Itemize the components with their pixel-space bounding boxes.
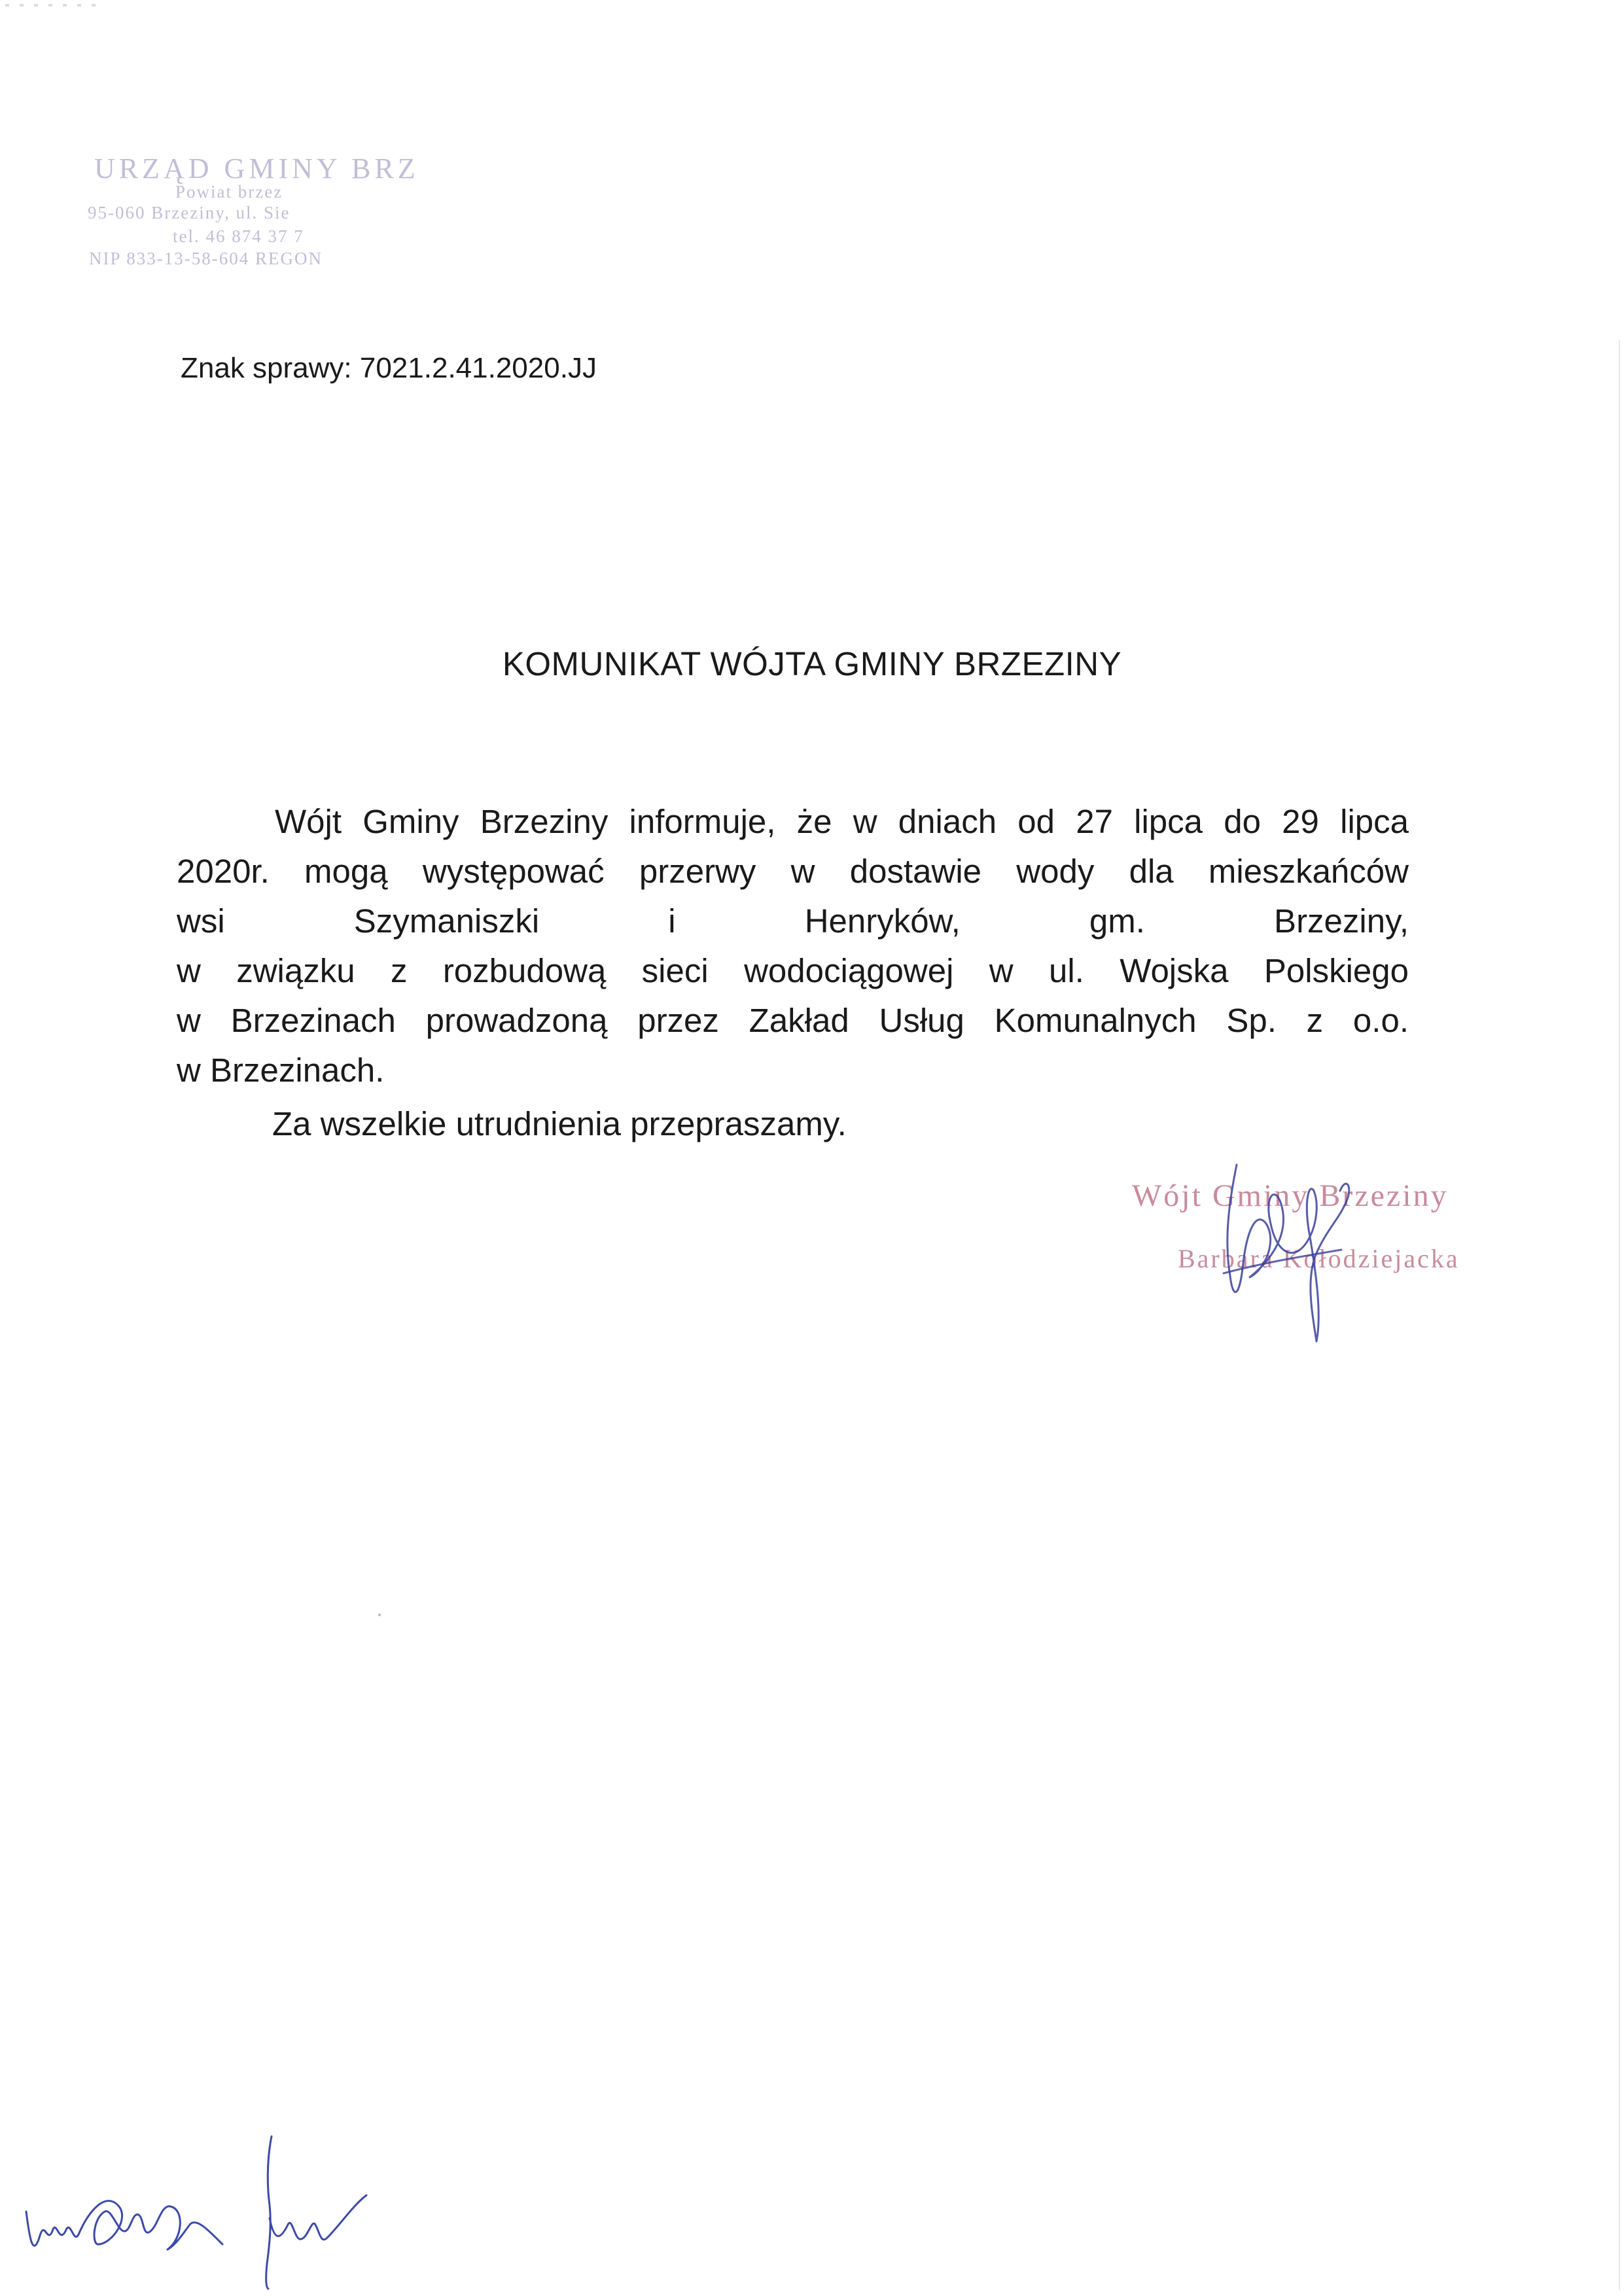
office-stamp xyxy=(86,143,427,280)
office-stamp-line: URZĄD GMINY BRZ xyxy=(94,152,419,185)
scan-speck xyxy=(378,1614,381,1616)
announcement-paragraph xyxy=(177,797,1409,1095)
office-stamp-line: 95-060 Brzeziny, ul. Sie xyxy=(88,203,291,222)
handwritten-signature xyxy=(1125,1158,1466,1354)
closing-sentence: Za wszelkie utrudnienia przepraszamy. xyxy=(272,1105,847,1142)
signature-stamp-name: Barbara Kołodziejacka xyxy=(1178,1244,1460,1273)
document-title: KOMUNIKAT WÓJTA GMINY BRZEZINY xyxy=(502,645,1122,682)
scan-artifact xyxy=(5,4,97,7)
office-stamp-line: NIP 833-13-58-604 REGON xyxy=(89,249,323,268)
paragraph-line: 2020r. mogą występować przerwy w dostawie wody dla mieszkańców xyxy=(177,853,1409,890)
paragraph-line: Wójt Gminy Brzeziny informuje, że w dniach od 27 lipca do 29 lipca xyxy=(275,803,1409,840)
paragraph-line: wsi Szymaniszki i Henryków, gm. Brzeziny, xyxy=(177,902,1409,940)
signature-stamp xyxy=(1125,1158,1466,1354)
handwritten-initials xyxy=(13,2133,380,2290)
paragraph-line: w związku z rozbudową sieci wodociągowej w ul. Wojska Polskiego xyxy=(177,952,1409,989)
case-reference: Znak sprawy: 7021.2.41.2020.JJ xyxy=(181,352,597,384)
scan-edge-line xyxy=(1619,340,1620,2290)
office-stamp-line: tel. 46 874 37 7 xyxy=(173,226,304,246)
office-stamp-line: Powiat brzez xyxy=(175,182,283,202)
signature-stamp-title: Wójt Gminy Brzeziny xyxy=(1132,1178,1449,1213)
paragraph-line: w Brzezinach. xyxy=(177,1051,385,1089)
paragraph-line: w Brzezinach prowadzoną przez Zakład Usług Komunalnych Sp. z o.o. xyxy=(177,1002,1409,1039)
